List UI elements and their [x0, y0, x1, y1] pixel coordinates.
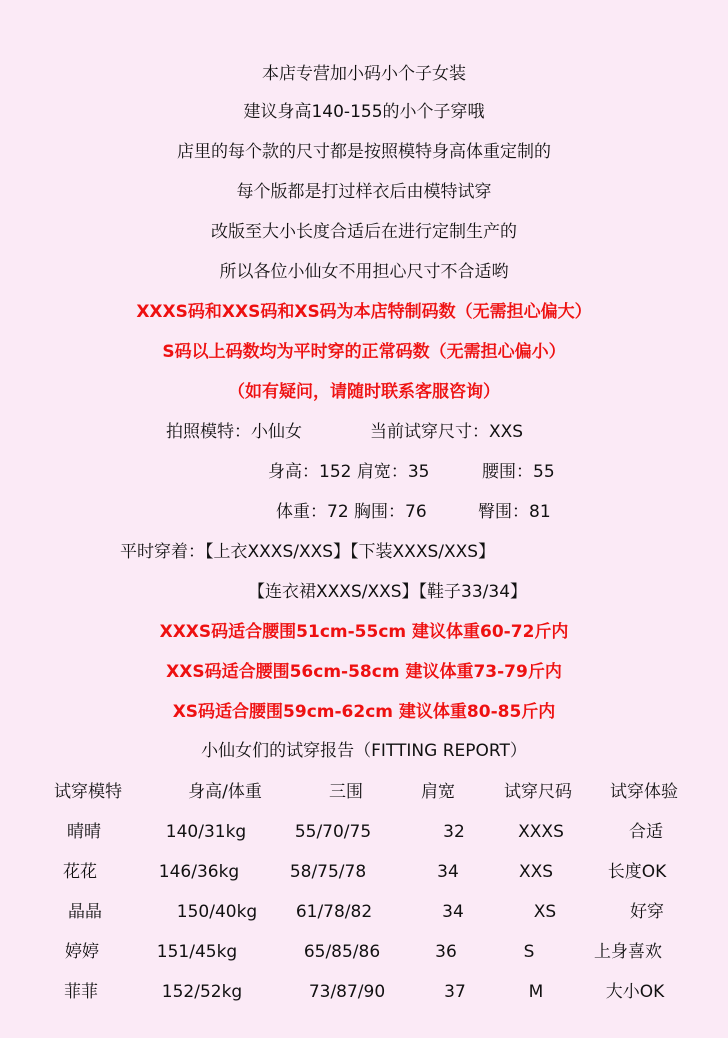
- row-model: 婷婷: [65, 942, 99, 962]
- row-height-weight: 151/45kg: [156, 942, 238, 962]
- notice-line-3: （如有疑问，请随时联系客服咨询）: [228, 382, 500, 402]
- row-measurements: 73/87/90: [308, 982, 386, 1002]
- model-label: 拍照模特：小仙女: [166, 422, 302, 442]
- intro-line-6: 所以各位小仙女不用担心尺寸不合适哟: [219, 262, 509, 282]
- row-size: XS: [533, 902, 557, 922]
- size-line-1: XXXS码适合腰围51cm-55cm 建议体重60-72斤内: [159, 622, 569, 642]
- model-measure-1b: 腰围：55: [482, 462, 555, 482]
- row-height-weight: 140/31kg: [165, 822, 247, 842]
- row-experience: 上身喜欢: [594, 942, 662, 962]
- row-model: 菲菲: [64, 982, 98, 1002]
- report-title: 小仙女们的试穿报告（FITTING REPORT）: [201, 741, 527, 761]
- row-shoulder: 34: [437, 862, 459, 882]
- header-height-weight: 身高/体重: [188, 782, 262, 802]
- row-size: XXXS: [518, 822, 564, 842]
- row-shoulder: 34: [442, 902, 464, 922]
- row-measurements: 55/70/75: [294, 822, 372, 842]
- header-experience: 试穿体验: [610, 782, 678, 802]
- intro-line-3: 店里的每个款的尺寸都是按照模特身高体重定制的: [177, 142, 551, 162]
- size-line-3: XS码适合腰围59cm-62cm 建议体重80-85斤内: [172, 702, 556, 722]
- row-model: 花花: [63, 862, 97, 882]
- model-size: 当前试穿尺寸：XXS: [370, 422, 524, 442]
- header-shoulder: 肩宽: [421, 782, 455, 802]
- model-daily-2: 【连衣裙XXXS/XXS】【鞋子33/34】: [248, 582, 528, 602]
- row-size: S: [523, 942, 535, 962]
- row-measurements: 61/78/82: [295, 902, 373, 922]
- row-shoulder: 36: [435, 942, 457, 962]
- header-size: 试穿尺码: [504, 782, 572, 802]
- intro-line-5: 改版至大小长度合适后在进行定制生产的: [211, 222, 517, 242]
- row-size: M: [528, 982, 544, 1002]
- intro-line-4: 每个版都是打过样衣后由模特试穿: [236, 182, 492, 202]
- notice-line-2: S码以上码数均为平时穿的正常码数（无需担心偏小）: [162, 342, 566, 362]
- row-experience: 大小OK: [605, 982, 665, 1002]
- row-shoulder: 37: [444, 982, 466, 1002]
- row-height-weight: 146/36kg: [158, 862, 240, 882]
- row-experience: 合适: [629, 822, 663, 842]
- header-model: 试穿模特: [54, 782, 122, 802]
- row-experience: 好穿: [630, 902, 664, 922]
- row-model: 晴晴: [67, 822, 101, 842]
- intro-line-1: 本店专营加小码小个子女装: [262, 64, 466, 84]
- row-measurements: 58/75/78: [289, 862, 367, 882]
- row-size: XXS: [518, 862, 554, 882]
- row-model: 晶晶: [68, 902, 102, 922]
- model-daily: 平时穿着：【上衣XXXS/XXS】【下装XXXS/XXS】: [120, 542, 496, 562]
- model-measure-1: 身高：152 肩宽：35: [268, 462, 430, 482]
- row-height-weight: 152/52kg: [161, 982, 243, 1002]
- row-shoulder: 32: [443, 822, 465, 842]
- row-height-weight: 150/40kg: [176, 902, 258, 922]
- intro-line-2: 建议身高140-155的小个子穿哦: [243, 102, 485, 122]
- row-measurements: 65/85/86: [303, 942, 381, 962]
- header-measurements: 三围: [329, 782, 363, 802]
- size-line-2: XXS码适合腰围56cm-58cm 建议体重73-79斤内: [166, 662, 562, 682]
- model-measure-2b: 臀围：81: [478, 502, 551, 522]
- row-experience: 长度OK: [607, 862, 667, 882]
- model-measure-2: 体重：72 胸围：76: [276, 502, 427, 522]
- notice-line-1: XXXS码和XXS码和XS码为本店特制码数（无需担心偏大）: [136, 302, 592, 322]
